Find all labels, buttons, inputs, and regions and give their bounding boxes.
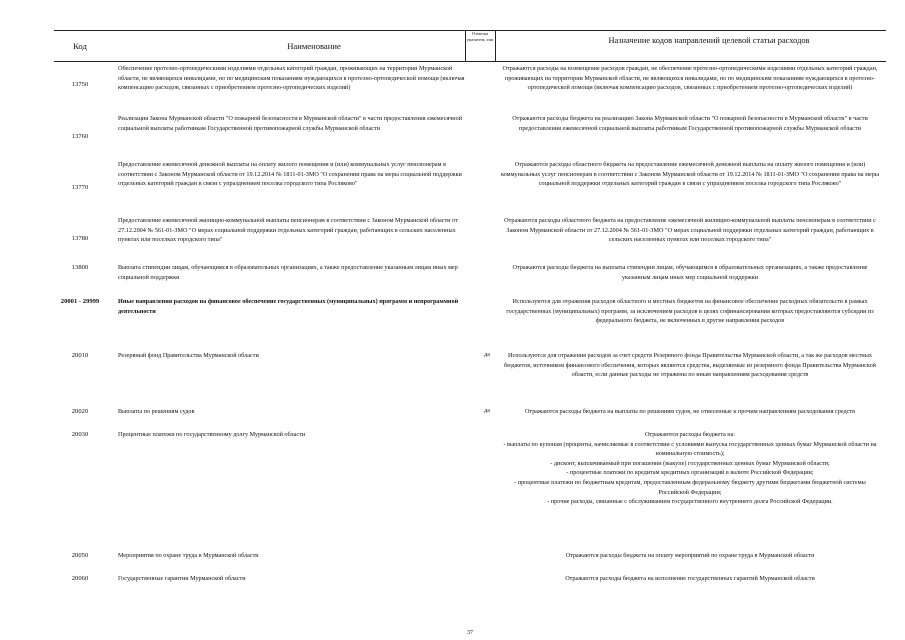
row-purpose: Отражаются расходы бюджета на выплаты стипендии лицам, обучающимся в образовательных организациях, а также предоставление указанным лицам иных мер социальной поддержки bbox=[512, 264, 868, 281]
row-name: Государственные гарантии Мурманской области bbox=[118, 575, 246, 582]
row-code: 13800 bbox=[71, 264, 89, 271]
row-code: 20030 bbox=[71, 431, 89, 438]
row-purpose: Используются для отражения расходов областного и местных бюджетов на финансовое обеспечение расходных обязательств в рамках государственных (муниципальных) программ, за исключением расходов в целях софинансирования которых предоставляются субсидии из федерального бюджета, не включенных в другие направления расходов bbox=[506, 298, 874, 325]
row-purpose: Отражаются расходы бюджета на оплату мероприятий по охране труда в Мурманской области bbox=[565, 552, 815, 559]
row-purpose: Отражаются расходы бюджета на: - выплаты по купонам (проценты, начисляемые в соответствии с условиями выпуска государственных ценных бумаг Мурманской области на номинальную стоимость); - дисконт, выплачиваемый при погашении (выкупе) государственных ценных бумаг Мурманской области; - процентные платежи по кредитам кредитных организаций в валюте Российской Федерации; - процентные платежи по бюджетным кредитам, предоставленным федеральному бюджету другими бюджетами бюджетной системы Российской Федерации; - прочие расходы, связанные с обслуживанием государственного внутреннего долга Российской Федерации. bbox=[503, 431, 877, 506]
table-header-border bbox=[54, 61, 886, 62]
row-name: Предоставление ежемесячной жилищно-коммунальной выплаты пенсионерам в соответствии с Законом Мурманской области от 27.12.2004 № 561-01-ЗМО "О мерах социальной поддержки отдельных категорий граждан, работающих в сельских населенных пунктах или поселках городского типа" bbox=[118, 217, 458, 244]
header-mark: Отметка указатель тип bbox=[466, 31, 494, 42]
row-mark: да bbox=[484, 352, 490, 358]
row-purpose: Отражаются расходы на возмещение расходов граждан, не обеспечение протезно-ортопедическими изделиями отдельных категорий граждан, проживающих на территории Мурманской области, не являющихся инвалидами, но по медицинским показаниям нуждающихся в протезно-ортопедической помощи (включая компенсацию расходов, связанных с приобретением протезно-ортопедических изделий) bbox=[502, 65, 878, 92]
header-code: Код bbox=[73, 41, 87, 51]
row-code: 13760 bbox=[71, 133, 89, 140]
row-purpose: Отражаются расходы областного бюджета на предоставление ежемесячной жилищно-коммунальной выплаты пенсионерам в соответствии с Законом Мурманской области от 27.12.2004 № 561-01-ЗМО "О мерах социальной поддержки отдельных категорий граждан, работающих в сельских населенных пунктах или поселках городского типа" bbox=[504, 217, 876, 244]
row-code: 20020 bbox=[71, 408, 89, 415]
row-code: 13770 bbox=[71, 184, 89, 191]
row-code: 13780 bbox=[71, 235, 89, 242]
header-purpose: Назначение кодов направлений целевой статьи расходов bbox=[608, 36, 810, 45]
row-name: Предоставление ежемесячной денежной выплаты на оплату жилого помещения и (или) коммунальных услуг пенсионерам в соответствии с Законом Мурманской области от 19.12.2014 № 1811-01-ЗМО "О сохранении права на меры социальной поддержки отдельных категорий граждан в связи с упразднением поселка городского типа Росляково" bbox=[118, 161, 462, 188]
row-purpose: Отражаются расходы бюджета на выплаты по решениям судов, не отнесенные к прочим направлениям расходования средств bbox=[524, 408, 856, 415]
row-code: 20001 - 29999 bbox=[60, 298, 100, 305]
row-purpose: Используются для отражения расходов за счет средств Резервного фонда Правительства Мурманской области, а так же расходов местных бюджетов, источником финансового обеспечения, которых являются средства, выделяемые из резервного фонда Правительства Мурманской области, если данные расходы не отражены по иным направлениям расходования средств bbox=[503, 352, 876, 379]
row-name: Обеспечение протезно-ортопедическими изделиями отдельных категорий граждан, проживающих на территории Мурманской области, не являющихся инвалидами, но по медицинским показаниям нуждающихся в протезно-ортопедической помощи (включая компенсацию расходов, связанных с приобретением протезно-ортопедических изделий) bbox=[118, 65, 465, 92]
header-divider bbox=[495, 30, 496, 61]
row-name: Иные направления расходов на финансовое обеспечение государственных (муниципальных) программ и непрограммной деятельности bbox=[118, 298, 459, 315]
page-number: 37 bbox=[467, 630, 473, 636]
row-purpose: Отражаются расходы бюджета на реализацию Закона Мурманской области "О пожарной безопасности в Мурманской области" в части предоставления ежемесячной социальной выплаты работникам Государственной противопожарной службы Мурманской области bbox=[512, 115, 868, 132]
row-name: Процентные платежи по государственному долгу Мурманской области bbox=[118, 431, 306, 438]
row-code: 20060 bbox=[71, 575, 89, 582]
header-name: Наименование bbox=[287, 41, 341, 51]
row-name: Выплаты по решениям судов bbox=[118, 408, 195, 415]
row-mark: да bbox=[484, 408, 490, 414]
row-name: Мероприятия по охране труда в Мурманской области bbox=[118, 552, 259, 559]
row-purpose: Отражаются расходы бюджета на исполнение государственных гарантий Мурманской области bbox=[565, 575, 815, 582]
row-name: Резервный фонд Правительства Мурманской области bbox=[118, 352, 259, 359]
row-code: 20050 bbox=[71, 552, 89, 559]
row-name: Выплата стипендии лицам, обучающимся в образовательных организациях, а также предоставление указанным лицам иных мер социальной поддержки bbox=[118, 264, 458, 281]
row-code: 13750 bbox=[71, 81, 89, 88]
row-code: 20010 bbox=[71, 352, 89, 359]
row-purpose: Отражаются расходы областного бюджета на предоставление ежемесячной денежной выплаты на оплату жилого помещения и (или) коммунальных услуг пенсионерам в соответствии с Законом Мурманской области от 19.12.2014 № 1811-01-ЗМО "О сохранении права на меры социальной поддержки отдельных категорий граждан в связи с упразднением поселка городского типа Росляково" bbox=[500, 161, 880, 188]
row-name: Реализация Закона Мурманской области "О пожарной безопасности в Мурманской области" в части предоставления ежемесячной социальной выплаты работникам Государственной противопожарной службы Мурманской области bbox=[118, 115, 463, 132]
